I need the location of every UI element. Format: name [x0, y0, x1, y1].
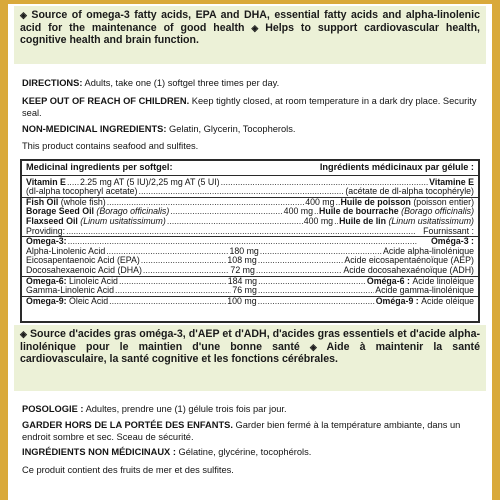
claim-fr-text2: Aide à maintenir la santé cardiovasculaire, la santé cognitive et les fonctions cérébrales. [20, 340, 480, 366]
row-left: Omega-9: [26, 295, 67, 306]
leader-dots [170, 207, 282, 217]
leader-dots [258, 297, 375, 307]
nonmed-fr-text: Gélatine, glycérine, tocophérols. [178, 447, 312, 457]
row-right-note: (Borago officinalis) [398, 206, 474, 217]
row-left: Gamma-Linolenic Acid [26, 285, 115, 296]
table-row [22, 296, 478, 307]
row-right: Vitamine E [429, 176, 474, 187]
row-left: Vitamin E [26, 176, 66, 187]
row-left: Omega-6: [26, 275, 67, 286]
row-left: Docosahexaenoic Acid (DHA) [26, 264, 142, 275]
garder-text: Garder bien fermé à la température ambiante, dans un endroit sombre et sec. Sceau de sécurité. [22, 420, 461, 442]
row-right-note: Acide linoléique [409, 275, 474, 286]
row-amount: 400 mg [283, 206, 314, 217]
table-row [22, 217, 478, 227]
directions-label: DIRECTIONS: [22, 78, 83, 88]
row-right: Fournissant : [423, 225, 474, 236]
row-right-note: (poisson entier) [410, 196, 474, 207]
leader-dots [119, 277, 227, 287]
row-left: Providing: [26, 225, 66, 236]
row-right-note: (Linum usitatissimum) [386, 215, 474, 226]
check-diamond-icon: ◈ [251, 22, 259, 33]
row-right: Acide alpha-linolénique [383, 245, 474, 256]
nonmed-text: Gelatin, Glycerin, Tocopherols. [169, 124, 296, 134]
nonmed-en [22, 124, 478, 136]
table-header [22, 161, 478, 176]
row-right-note: Acide oléique [418, 295, 474, 306]
garder-fr [22, 420, 478, 443]
row-right: Oméga-6 : [366, 275, 410, 286]
leader-dots [256, 266, 343, 276]
keep-en [22, 96, 478, 119]
keep-text: Keep tightly closed, at room temperature in a dark dry place. Security seal. [22, 96, 477, 118]
gold-band [8, 0, 492, 4]
claim-en-text: Source of omega-3 fatty acids, EPA and DHA, essential fatty acids and alpha-linolenic acid for the maintenance of good health [20, 9, 480, 34]
nonmed-fr [22, 447, 478, 459]
nonmed-fr-label: INGRÉDIENTS NON MÉDICINAUX : [22, 447, 176, 457]
row-right: Acide docosahexaénoïque (ADH) [343, 264, 474, 275]
row-right: Huile de poisson [340, 196, 411, 207]
row-right: (acétate de dl-alpha tocophéryle) [345, 186, 474, 197]
row-left-note: (Linum usitatissimum) [77, 215, 166, 226]
ingredients-table [20, 159, 480, 323]
table-row [22, 187, 478, 197]
row-amount: 72 mg [230, 264, 255, 275]
row-left-note: (Borago officinalis) [93, 206, 170, 217]
posologie-fr [22, 404, 478, 416]
leader-dots [334, 217, 338, 227]
row-amount: 2.25 mg AT (5 IU)/2,25 mg AT (5 UI) [79, 176, 220, 187]
claim-box-en [14, 6, 486, 64]
row-left: Flaxseed Oil [26, 215, 78, 226]
leader-dots [115, 286, 231, 296]
table-row [22, 227, 478, 237]
leader-dots [66, 227, 422, 237]
nonmed-label: NON-MEDICINAL INGREDIENTS: [22, 124, 167, 134]
leader-dots [139, 187, 345, 197]
leader-dots [141, 256, 227, 266]
row-right: Acide gamma-linolénique [375, 285, 474, 296]
row-left: Omega-3: [26, 236, 67, 247]
leader-dots [258, 277, 366, 287]
row-amount: 100 mg [227, 295, 257, 306]
directions-text: Adults, take one (1) softgel three times per day. [84, 78, 280, 88]
row-right: Huile de lin [339, 215, 386, 226]
leader-dots [258, 286, 374, 296]
row-left-note: Oleic Acid [66, 295, 109, 306]
check-diamond-icon: ◈ [309, 341, 317, 352]
table-row [22, 286, 478, 296]
row-left: Alpha-Linolenic Acid [26, 245, 106, 256]
header-en: Medicinal ingredients per softgel: [26, 162, 173, 172]
row-left-note: Linoleic Acid [66, 275, 118, 286]
posologie-text: Adultes, prendre une (1) gélule trois fois par jour. [85, 404, 287, 414]
row-left: Fish Oil [26, 196, 59, 207]
keep-label: KEEP OUT OF REACH OF CHILDREN. [22, 96, 190, 106]
claim-fr-text: Source d'acides gras oméga-3, d'AEP et d'ADH, d'acides gras essentiels et d'acide alpha-linolénique pour le maintien d'une bonne santé [20, 328, 480, 353]
row-right: Oméga-3 : [430, 236, 474, 247]
row-amount: 400 mg [305, 196, 335, 207]
row-right: Acide eicosapentaénoïque (AEP) [344, 255, 474, 266]
row-left-note: (whole fish) [58, 196, 106, 207]
leader-dots [143, 266, 230, 276]
posologie-label: POSOLOGIE : [22, 404, 84, 414]
row-left: Borage Seed Oil [26, 206, 94, 217]
leader-dots [258, 256, 344, 266]
row-right: Huile de bourrache [319, 206, 399, 217]
directions-en [22, 78, 478, 90]
claim-en-text2: Helps to support cardiovascular health, cognitive health and brain function. [20, 21, 480, 47]
garder-label: GARDER HORS DE LA PORTÉE DES ENFANTS. [22, 420, 233, 430]
leader-dots [167, 217, 303, 227]
seafood-en: This product contains seafood and sulfites. [22, 141, 199, 151]
check-diamond-icon: ◈ [20, 10, 27, 20]
row-amount: 180 mg [229, 245, 259, 256]
row-left: (dl-alpha tocopheryl acetate) [26, 186, 138, 197]
header-fr: Ingrédients médicinaux par gélule : [319, 162, 474, 172]
leader-dots [109, 297, 226, 307]
seafood-fr: Ce produit contient des fruits de mer et des sulfites. [22, 465, 234, 475]
row-amount: 400 mg [303, 215, 334, 226]
row-amount: 76 mg [232, 285, 257, 296]
table-row [22, 266, 478, 276]
row-left: Eicosapentaenoic Acid (EPA) [26, 255, 140, 266]
check-diamond-icon: ◈ [20, 329, 27, 339]
row-right: Oméga-9 : [375, 295, 419, 306]
claim-box-fr [14, 325, 486, 391]
row-amount: 108 mg [227, 255, 257, 266]
row-amount: 184 mg [227, 275, 258, 286]
